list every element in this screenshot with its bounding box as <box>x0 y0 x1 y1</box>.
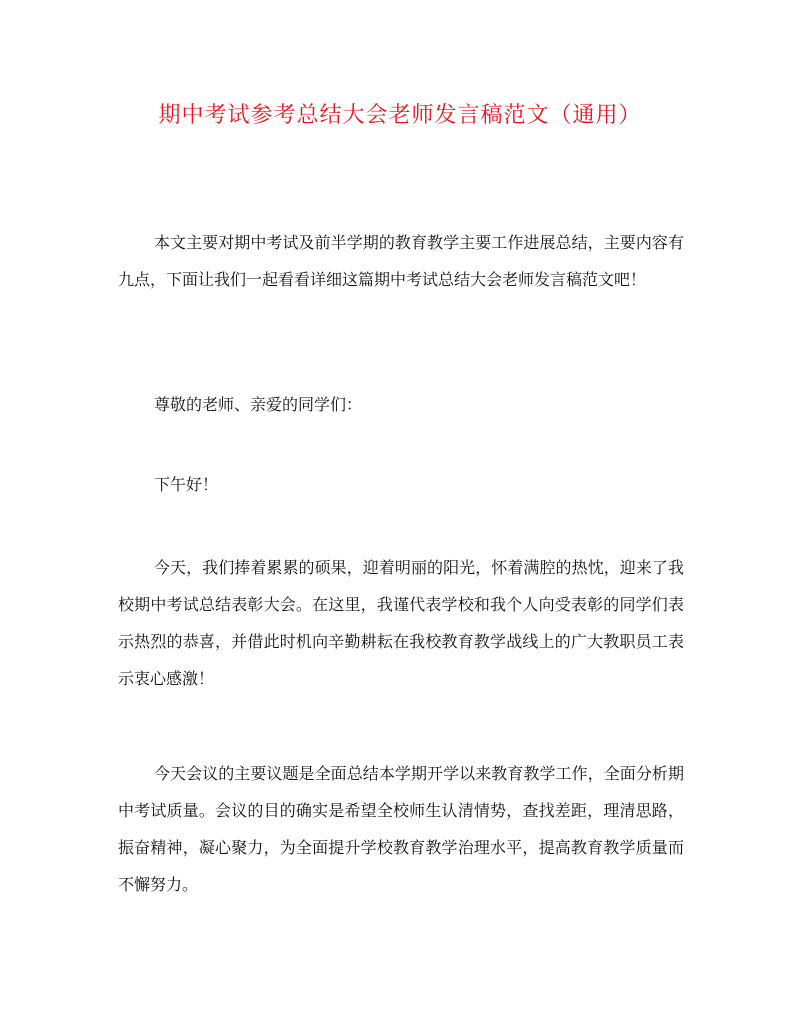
salutation-paragraph: 尊敬的老师、亲爱的同学们： <box>154 395 363 414</box>
body-paragraph-1: 今天，我们捧着累累的硕果，迎着明丽的阳光，怀着满腔的热忱，迎来了我校期中考试总结表彰大会。在这里，我谨代表学校和我个人向受表彰的同学们表示热烈的恭喜，并借此时机向辛勤耕耘在我校教育教学战线上的广大教职员工表示衷心感激！ <box>118 558 684 688</box>
greeting-paragraph: 下午好！ <box>154 475 219 494</box>
intro-paragraph: 本文主要对期中考试及前半学期的教育教学主要工作进展总结，主要内容有九点，下面让我们一起看看详细这篇期中考试总结大会老师发言稿范文吧！ <box>118 233 684 289</box>
document-title: 期中考试参考总结大会老师发言稿范文（通用） <box>158 103 642 128</box>
body-paragraph-2: 今天会议的主要议题是全面总结本学期开学以来教育教学工作，全面分析期中考试质量。会议的目的确实是希望全校师生认清情势，查找差距，理清思路，振奋精神，凝心聚力，为全面提升学校教育教学治理水平，提高教育教学质量而不懈努力。 <box>118 764 684 894</box>
